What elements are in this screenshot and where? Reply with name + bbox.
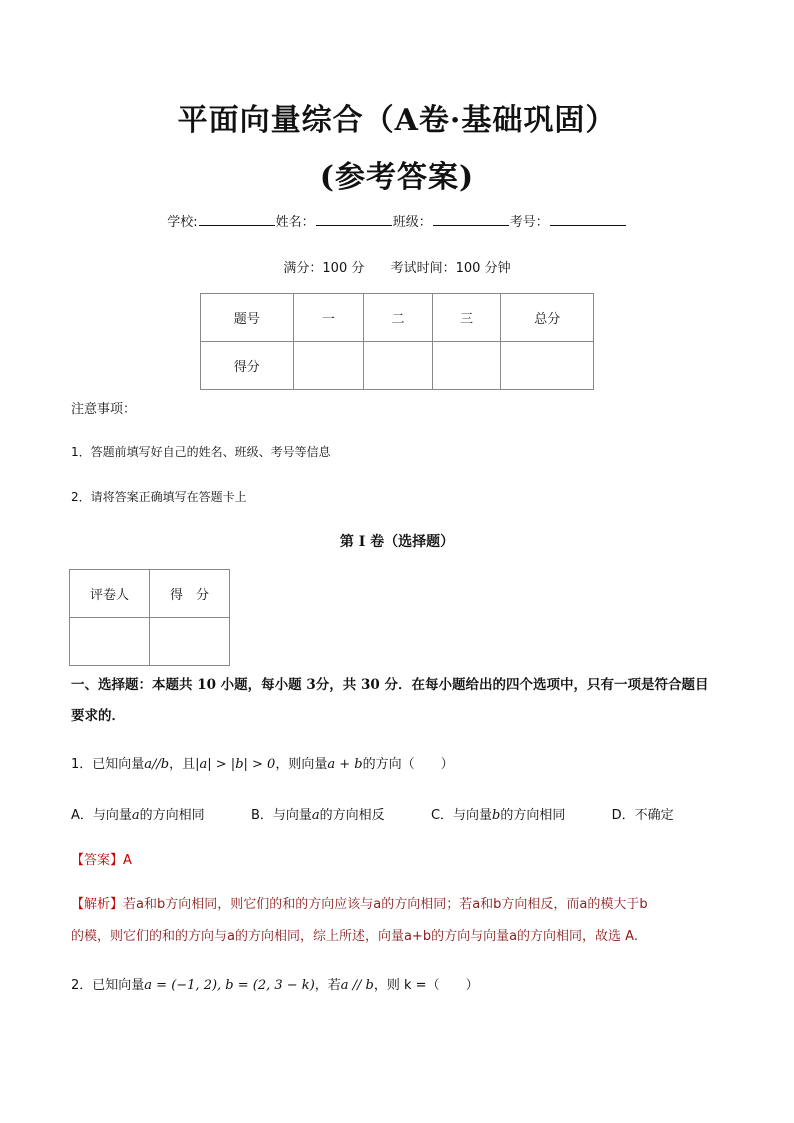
page-subtitle: (参考答案) [319, 160, 475, 195]
q1-mid1: ，且 [169, 757, 196, 772]
name-blank[interactable] [316, 213, 392, 226]
section1-line2: 要求的． [71, 708, 125, 724]
q2-vector-expr: a = (−1, 2), b = (2, 3 − k) [144, 978, 315, 993]
score-header-cell: 三 [432, 294, 501, 342]
grader-cell[interactable] [149, 618, 229, 666]
score-header-cell: 一 [293, 294, 364, 342]
notice-item: 1．答题前填写好自己的姓名、班级、考号等信息 [71, 445, 331, 459]
class-label: 班级： [392, 215, 432, 230]
school-blank[interactable] [199, 213, 275, 226]
vector-a: a [131, 808, 140, 823]
question-2 [71, 974, 479, 993]
option-a-tail: 的方向相同 [139, 808, 205, 823]
q2-mid: ，若 [314, 978, 341, 993]
score-header-cell: 二 [364, 294, 433, 342]
grader-table [69, 569, 230, 666]
q1-option-b[interactable] [251, 808, 385, 823]
q1-parallel-expr: a//b [144, 757, 170, 772]
q1-explanation-line1 [71, 893, 648, 912]
score-header-cell: 题号 [201, 294, 294, 342]
score-cell[interactable] [364, 342, 433, 390]
q1-answer [71, 849, 132, 868]
q1-condition-expr: |a| > |b| > 0 [195, 757, 276, 772]
school-label: 学校: [167, 215, 198, 230]
vector-a: a [311, 808, 320, 823]
class-blank[interactable] [433, 213, 509, 226]
number-blank[interactable] [550, 213, 626, 226]
q1-explanation-line2: 的模，则它们的和的方向与a的方向相同，综上所述，向量a+b的方向与向量a的方向相同，故选 A. [71, 929, 638, 944]
q1-option-a[interactable] [71, 808, 205, 823]
score-cell[interactable] [293, 342, 364, 390]
section1-line1: 一、选择题：本题共 10 小题，每小题 3分，共 30 分．在每小题给出的四个选项中，只有一项是符合题目 [71, 677, 709, 693]
answer-value: A [123, 853, 132, 868]
q1-option-d[interactable]: D．不确定 [611, 808, 674, 823]
notice-item: 2．请将答案正确填写在答题卡上 [71, 490, 247, 504]
score-header-cell: 总分 [501, 294, 594, 342]
full-score: 满分：100 分 [283, 261, 365, 276]
option-b-tail: 的方向相反 [319, 808, 385, 823]
notice-heading: 注意事项： [71, 402, 137, 417]
q2-condition: a // b [340, 978, 374, 993]
q1-sum-expr: a + b [327, 757, 363, 772]
q1-option-c[interactable] [431, 808, 565, 823]
explanation-text-1: 若a和b方向相同，则它们的和的方向应该与a的方向相同；若a和b方向相反，而a的模大于b [123, 897, 648, 912]
option-b-label: B．与向量 [250, 808, 312, 823]
score-row-label: 得分 [201, 342, 294, 390]
grader-label: 评卷人 [70, 570, 150, 618]
q1-options [71, 804, 674, 823]
grader-cell[interactable] [70, 618, 150, 666]
part-title: 第 I 卷（选择题） [339, 534, 455, 550]
q1-prefix: 1．已知向量 [71, 757, 145, 772]
name-label: 姓名： [275, 215, 315, 230]
option-a-label: A．与向量 [71, 808, 132, 823]
score-table [200, 293, 594, 390]
score-cell[interactable] [501, 342, 594, 390]
explanation-label: 【解析】 [71, 897, 124, 912]
q2-prefix: 2．已知向量 [71, 978, 145, 993]
option-c-tail: 的方向相同 [500, 808, 566, 823]
exam-meta [0, 257, 794, 276]
question-1 [71, 753, 454, 772]
page-title: 平面向量综合（A卷·基础巩固） [177, 103, 617, 138]
number-label: 考号： [509, 215, 549, 230]
student-info-line [0, 211, 794, 230]
vector-b: b [492, 808, 501, 823]
grader-score-label: 得 分 [149, 570, 229, 618]
exam-time: 考试时间：100 分钟 [390, 261, 511, 276]
answer-label: 【答案】 [71, 853, 124, 868]
q2-suffix: ，则 k =（ ） [373, 978, 479, 993]
q1-mid2: ，则向量 [275, 757, 328, 772]
q1-suffix: 的方向（ ） [362, 757, 454, 772]
option-c-label: C．与向量 [430, 808, 493, 823]
score-cell[interactable] [432, 342, 501, 390]
